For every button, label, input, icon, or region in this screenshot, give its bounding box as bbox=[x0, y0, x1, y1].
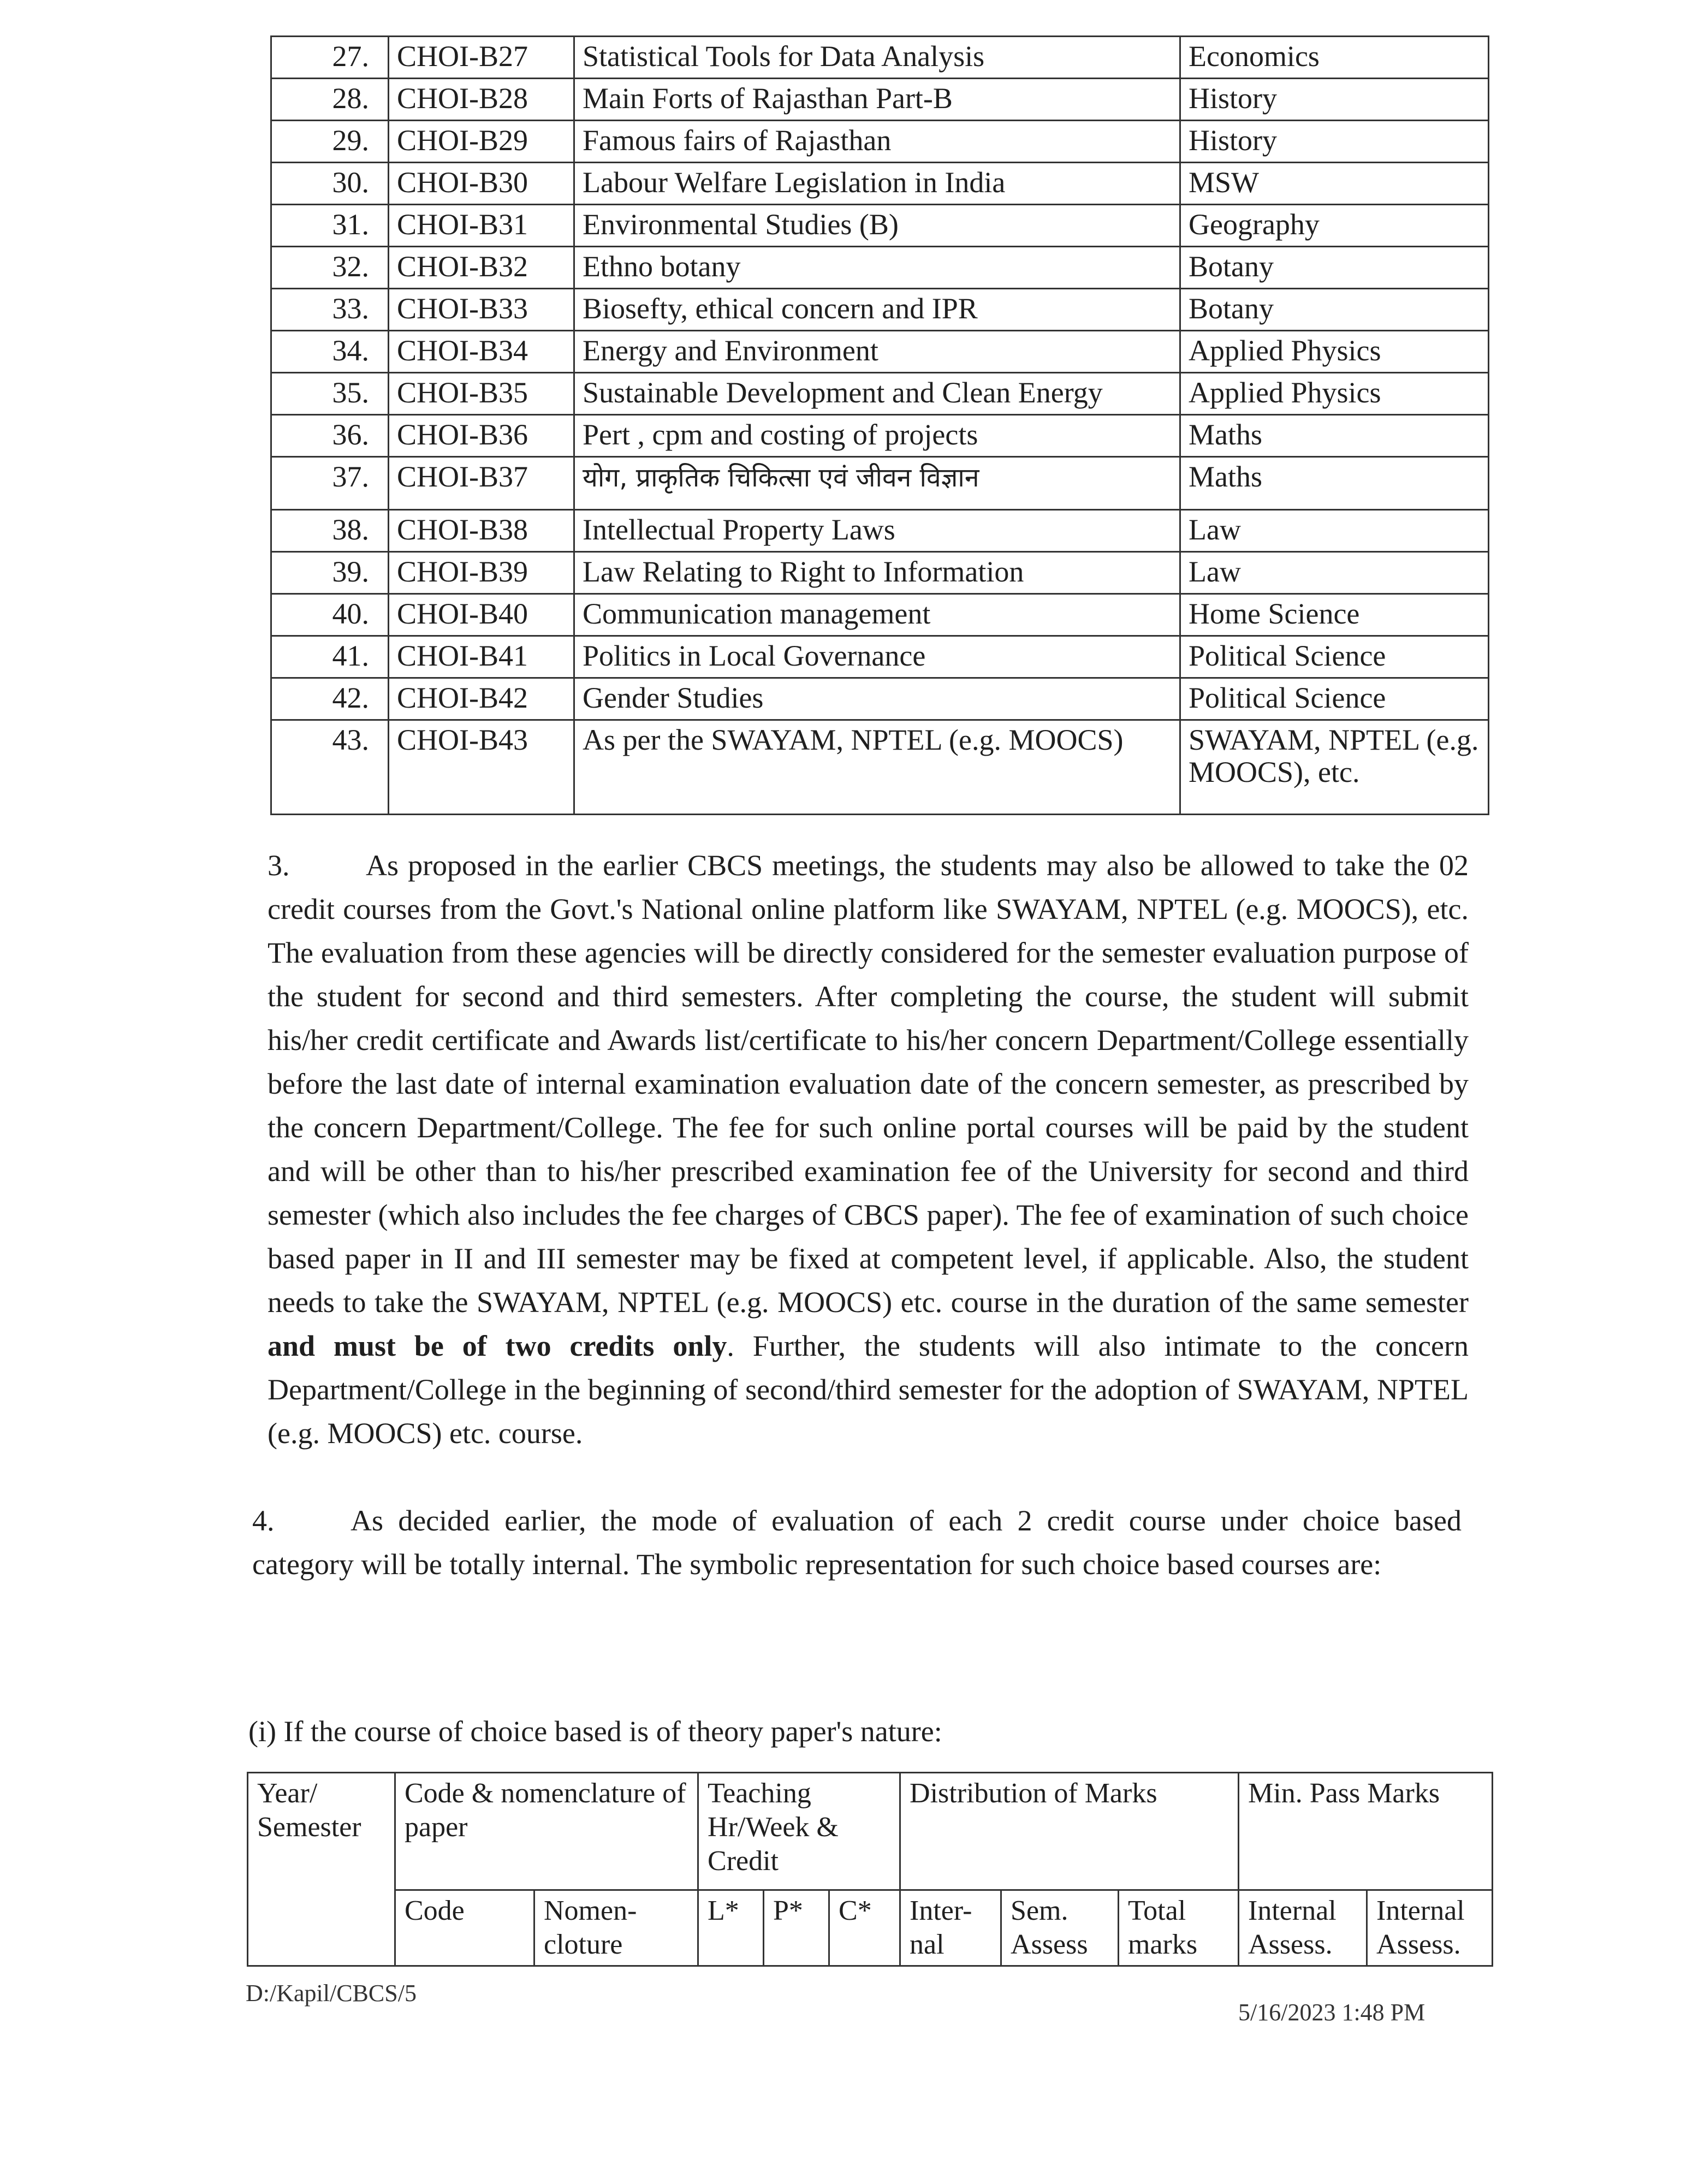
course-department: Political Science bbox=[1180, 636, 1489, 678]
course-title: Statistical Tools for Data Analysis bbox=[574, 37, 1180, 79]
internal-assess-header-2: Internal Assess. bbox=[1367, 1890, 1493, 1966]
paragraph-text-end: . Further, the students will also intimate to the concern Department/College in the beginning of second/third semester for the adoption of SWAYAM, NPTEL (e.g. MOOCS) etc. course. bbox=[268, 1330, 1469, 1450]
course-code: CHOI-B35 bbox=[389, 373, 574, 415]
footer-file-path: D:/Kapil/CBCS/5 bbox=[246, 1980, 417, 2007]
course-serial-number: 37. bbox=[271, 457, 389, 510]
course-department: Law bbox=[1180, 552, 1489, 594]
course-code: CHOI-B28 bbox=[389, 79, 574, 121]
course-department: Political Science bbox=[1180, 678, 1489, 720]
paragraph-text: As decided earlier, the mode of evaluation of each 2 credit course under choice based category will be totally internal. The symbolic representation for such choice based courses are: bbox=[252, 1504, 1462, 1581]
course-row bbox=[271, 373, 1489, 415]
course-title-hindi: योग, प्राकृतिक चिकित्सा एवं जीवन विज्ञान bbox=[583, 462, 979, 493]
course-department: Economics bbox=[1180, 37, 1489, 79]
course-department: Applied Physics bbox=[1180, 373, 1489, 415]
course-row bbox=[271, 720, 1489, 815]
course-department: Law bbox=[1180, 510, 1489, 552]
course-title: Intellectual Property Laws bbox=[574, 510, 1180, 552]
course-row bbox=[271, 247, 1489, 289]
course-code: CHOI-B31 bbox=[389, 205, 574, 247]
lecture-header: L* bbox=[698, 1890, 764, 1966]
course-title: Energy and Environment bbox=[574, 331, 1180, 373]
course-row bbox=[271, 37, 1489, 79]
marks-table-subheader-row bbox=[248, 1890, 1493, 1966]
course-row bbox=[271, 678, 1489, 720]
course-department: Botany bbox=[1180, 247, 1489, 289]
total-marks-header: Total marks bbox=[1119, 1890, 1239, 1966]
min-pass-marks-header: Min. Pass Marks bbox=[1239, 1773, 1493, 1890]
course-serial-number: 42. bbox=[271, 678, 389, 720]
course-row bbox=[271, 415, 1489, 457]
practical-header: P* bbox=[764, 1890, 829, 1966]
course-title: Pert , cpm and costing of projects bbox=[574, 415, 1180, 457]
course-row bbox=[271, 289, 1489, 331]
course-code: CHOI-B32 bbox=[389, 247, 574, 289]
course-code: CHOI-B33 bbox=[389, 289, 574, 331]
course-title: Biosefty, ethical concern and IPR bbox=[574, 289, 1180, 331]
course-department: Botany bbox=[1180, 289, 1489, 331]
footer-timestamp: 5/16/2023 1:48 PM bbox=[1238, 1999, 1425, 2026]
course-title: Communication management bbox=[574, 594, 1180, 636]
internal-assess-header: Internal Assess. bbox=[1239, 1890, 1367, 1966]
course-code: CHOI-B29 bbox=[389, 121, 574, 163]
course-title: Politics in Local Governance bbox=[574, 636, 1180, 678]
course-code: CHOI-B34 bbox=[389, 331, 574, 373]
course-title: Main Forts of Rajasthan Part-B bbox=[574, 79, 1180, 121]
teaching-credit-header: Teaching Hr/Week & Credit bbox=[698, 1773, 900, 1890]
paragraph-bold-text: and must be of two credits only bbox=[268, 1330, 727, 1362]
course-row bbox=[271, 457, 1489, 510]
course-serial-number: 33. bbox=[271, 289, 389, 331]
theory-paper-heading: (i) If the course of choice based is of theory paper's nature: bbox=[248, 1715, 942, 1748]
course-serial-number: 30. bbox=[271, 163, 389, 205]
course-title bbox=[574, 457, 1180, 510]
course-department: SWAYAM, NPTEL (e.g. MOOCS), etc. bbox=[1180, 720, 1489, 815]
course-serial-number: 43. bbox=[271, 720, 389, 815]
course-code: CHOI-B41 bbox=[389, 636, 574, 678]
course-serial-number: 27. bbox=[271, 37, 389, 79]
course-row bbox=[271, 552, 1489, 594]
paragraph-number: 4. bbox=[252, 1504, 275, 1537]
course-code: CHOI-B36 bbox=[389, 415, 574, 457]
course-code: CHOI-B39 bbox=[389, 552, 574, 594]
sem-assess-header: Sem. Assess bbox=[1001, 1890, 1119, 1966]
course-table-body bbox=[271, 37, 1489, 815]
course-row bbox=[271, 636, 1489, 678]
course-title: Gender Studies bbox=[574, 678, 1180, 720]
course-code: CHOI-B43 bbox=[389, 720, 574, 815]
course-title: Ethno botany bbox=[574, 247, 1180, 289]
course-title: Environmental Studies (B) bbox=[574, 205, 1180, 247]
course-code: CHOI-B38 bbox=[389, 510, 574, 552]
course-title: As per the SWAYAM, NPTEL (e.g. MOOCS) bbox=[574, 720, 1180, 815]
course-serial-number: 41. bbox=[271, 636, 389, 678]
course-row bbox=[271, 205, 1489, 247]
course-serial-number: 29. bbox=[271, 121, 389, 163]
paragraph-4 bbox=[252, 1499, 1462, 1586]
course-title: Famous fairs of Rajasthan bbox=[574, 121, 1180, 163]
course-serial-number: 31. bbox=[271, 205, 389, 247]
course-department: MSW bbox=[1180, 163, 1489, 205]
course-code: CHOI-B37 bbox=[389, 457, 574, 510]
course-row bbox=[271, 510, 1489, 552]
course-department: Maths bbox=[1180, 415, 1489, 457]
marks-distribution-table bbox=[247, 1772, 1493, 1967]
course-department: Applied Physics bbox=[1180, 331, 1489, 373]
paragraph-number: 3. bbox=[268, 849, 290, 882]
course-row bbox=[271, 594, 1489, 636]
course-serial-number: 35. bbox=[271, 373, 389, 415]
internal-header: Inter-nal bbox=[900, 1890, 1001, 1966]
year-semester-header: Year/ Semester bbox=[248, 1773, 395, 1966]
course-row bbox=[271, 79, 1489, 121]
course-department: Home Science bbox=[1180, 594, 1489, 636]
course-serial-number: 40. bbox=[271, 594, 389, 636]
distribution-of-marks-header: Distribution of Marks bbox=[900, 1773, 1239, 1890]
choice-course-table bbox=[270, 35, 1489, 815]
course-title: Sustainable Development and Clean Energy bbox=[574, 373, 1180, 415]
course-serial-number: 34. bbox=[271, 331, 389, 373]
course-row bbox=[271, 163, 1489, 205]
course-row bbox=[271, 331, 1489, 373]
course-code: CHOI-B42 bbox=[389, 678, 574, 720]
credit-header: C* bbox=[829, 1890, 900, 1966]
course-serial-number: 32. bbox=[271, 247, 389, 289]
course-title: Labour Welfare Legislation in India bbox=[574, 163, 1180, 205]
course-serial-number: 28. bbox=[271, 79, 389, 121]
nomenclature-header: Nomen-cloture bbox=[534, 1890, 698, 1966]
course-department: History bbox=[1180, 79, 1489, 121]
course-code: CHOI-B27 bbox=[389, 37, 574, 79]
course-code: CHOI-B30 bbox=[389, 163, 574, 205]
code-header: Code bbox=[395, 1890, 534, 1966]
paragraph-3 bbox=[268, 844, 1469, 1455]
course-serial-number: 36. bbox=[271, 415, 389, 457]
paragraph-text: As proposed in the earlier CBCS meetings, the students may also be allowed to take the 02 credit courses from the Govt.'s National online platform like SWAYAM, NPTEL (e.g. MOOCS), etc. The evaluation from these agencies will be directly considered for the semester evaluation purpose of the student for second and third semesters. After completing the course, the student will submit his/her credit certificate and Awards list/certificate to his/her concern Department/College essentially before the last date of internal examination evaluation date of the concern semester, as prescribed by the concern Department/College. The fee for such online portal courses will be paid by the student and will be other than to his/her prescribed examination fee of the University for second and third semester (which also includes the fee charges of CBCS paper). The fee of examination of such choice based paper in II and III semester may be fixed at competent level, if applicable. Also, the student needs to take the SWAYAM, NPTEL (e.g. MOOCS) etc. course in the duration of the same semester bbox=[268, 849, 1469, 1319]
course-serial-number: 39. bbox=[271, 552, 389, 594]
code-nomenclature-header: Code & nomenclature of paper bbox=[395, 1773, 698, 1890]
course-code: CHOI-B40 bbox=[389, 594, 574, 636]
course-department: Maths bbox=[1180, 457, 1489, 510]
course-serial-number: 38. bbox=[271, 510, 389, 552]
course-department: Geography bbox=[1180, 205, 1489, 247]
course-title: Law Relating to Right to Information bbox=[574, 552, 1180, 594]
marks-table-header-row bbox=[248, 1773, 1493, 1890]
course-row bbox=[271, 121, 1489, 163]
course-department: History bbox=[1180, 121, 1489, 163]
